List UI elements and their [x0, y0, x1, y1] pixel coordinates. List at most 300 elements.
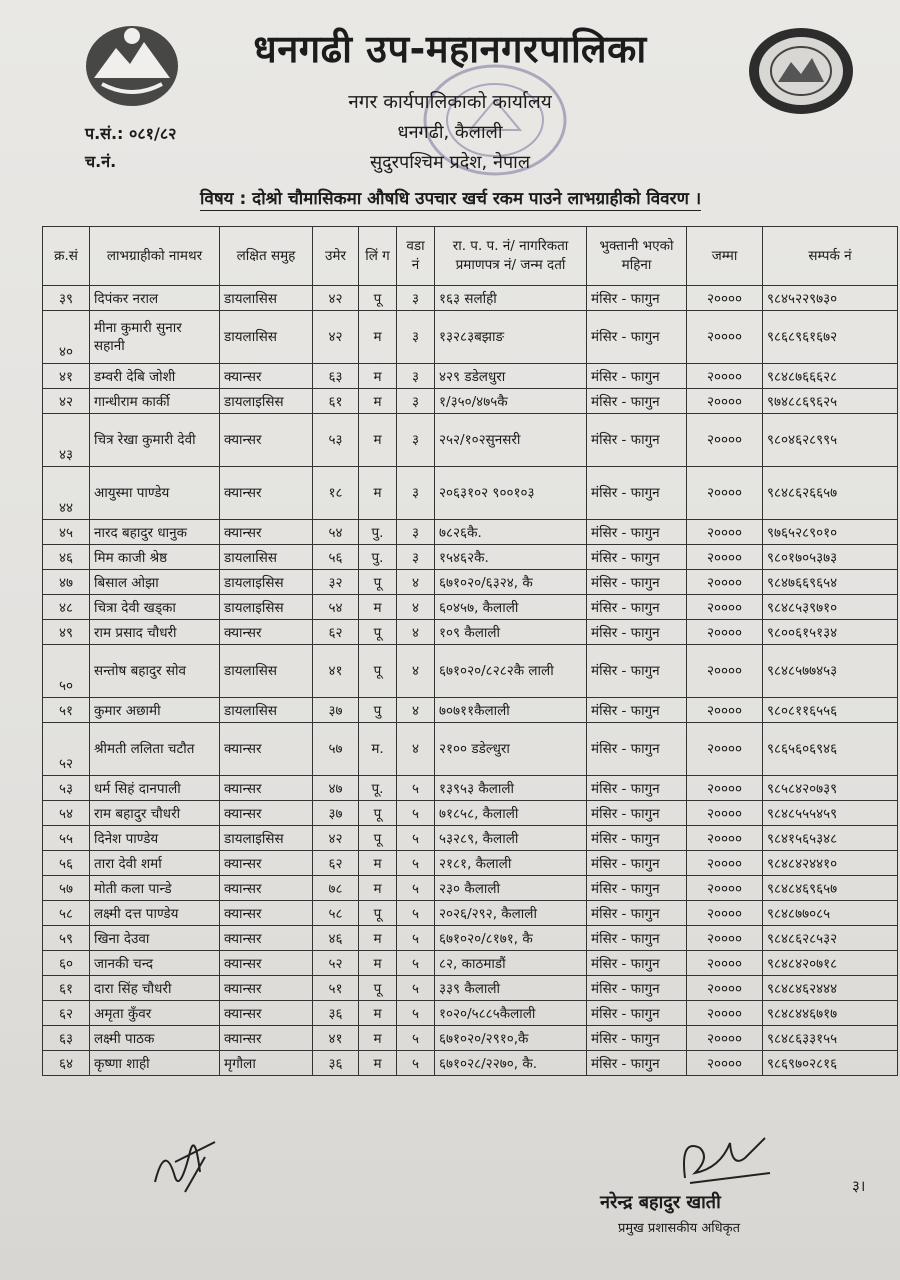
table-cell: पु.: [359, 545, 397, 570]
table-cell: मिम काजी श्रेष्ठ: [90, 545, 220, 570]
table-cell: खिना देउवा: [90, 926, 220, 951]
table-cell: मोती कला पान्डे: [90, 876, 220, 901]
table-cell: ६०४५७, कैलाली: [435, 595, 587, 620]
table-cell: ४०: [43, 311, 90, 364]
table-cell: ३: [397, 414, 435, 467]
table-cell: पू.: [359, 776, 397, 801]
table-cell: कृष्णा शाही: [90, 1051, 220, 1076]
table-cell: ९८४८४२०७१८: [763, 951, 898, 976]
table-row: [43, 311, 898, 364]
table-cell: डायलाइसिस: [220, 595, 313, 620]
table-cell: मंसिर - फागुन: [587, 520, 687, 545]
table-cell: ७८: [313, 876, 359, 901]
table-cell: क्यान्सर: [220, 723, 313, 776]
table-cell: मंसिर - फागुन: [587, 876, 687, 901]
table-cell: डायलासिस: [220, 311, 313, 364]
table-cell: ५: [397, 1051, 435, 1076]
table-cell: ५२: [313, 951, 359, 976]
table-cell: २३० कैलाली: [435, 876, 587, 901]
table-cell: ५: [397, 876, 435, 901]
table-cell: मंसिर - फागुन: [587, 1051, 687, 1076]
table-cell: ४३: [43, 414, 90, 467]
table-cell: ४६: [313, 926, 359, 951]
table-cell: पू: [359, 801, 397, 826]
table-cell: ५२: [43, 723, 90, 776]
table-cell: मंसिर - फागुन: [587, 926, 687, 951]
table-row: [43, 1026, 898, 1051]
table-cell: २००००: [687, 901, 763, 926]
table-cell: २००००: [687, 951, 763, 976]
table-cell: २००००: [687, 776, 763, 801]
table-cell: सन्तोष बहादुर सोव: [90, 645, 220, 698]
table-cell: क्यान्सर: [220, 1001, 313, 1026]
table-cell: म: [359, 951, 397, 976]
table-cell: म: [359, 876, 397, 901]
col-header: क्र.सं: [43, 227, 90, 286]
table-cell: ५: [397, 776, 435, 801]
table-cell: ४: [397, 595, 435, 620]
table-cell: राम प्रसाद चौधरी: [90, 620, 220, 645]
page-number: ३।: [852, 1177, 866, 1195]
table-cell: ९८००६१५१३४: [763, 620, 898, 645]
table-cell: २००००: [687, 926, 763, 951]
table-cell: २००००: [687, 1026, 763, 1051]
table-cell: २००००: [687, 364, 763, 389]
table-cell: चित्र रेखा कुमारी देवी: [90, 414, 220, 467]
table-cell: धर्म सिहं दानपाली: [90, 776, 220, 801]
table-cell: डायलाइसिस: [220, 826, 313, 851]
table-cell: ५३: [313, 414, 359, 467]
table-cell: २००००: [687, 1001, 763, 1026]
table-cell: ३: [397, 545, 435, 570]
table-cell: जानकी चन्द: [90, 951, 220, 976]
table-row: [43, 876, 898, 901]
table-cell: लक्ष्मी दत्त पाण्डेय: [90, 901, 220, 926]
table-cell: ५४: [313, 520, 359, 545]
col-header: वडा नं: [397, 227, 435, 286]
table-row: [43, 926, 898, 951]
table-cell: क्यान्सर: [220, 876, 313, 901]
table-cell: क्यान्सर: [220, 620, 313, 645]
table-cell: ७१८५८, कैलाली: [435, 801, 587, 826]
table-cell: ९८४८६२६६५७: [763, 467, 898, 520]
table-cell: ५७: [43, 876, 90, 901]
table-cell: ९८६८९६१६७२: [763, 311, 898, 364]
table-cell: ९८४८५५५४५९: [763, 801, 898, 826]
table-cell: ६१: [43, 976, 90, 1001]
table-cell: मृगौला: [220, 1051, 313, 1076]
table-cell: ६७१०२०/२९१०,कै: [435, 1026, 587, 1051]
table-cell: २१८१, कैलाली: [435, 851, 587, 876]
table-cell: ३: [397, 364, 435, 389]
table-cell: ९७४८८६९६२५: [763, 389, 898, 414]
table-cell: ५: [397, 976, 435, 1001]
table-cell: ४१: [313, 1026, 359, 1051]
table-cell: ४६: [43, 545, 90, 570]
table-cell: ५: [397, 901, 435, 926]
table-cell: ३७: [313, 801, 359, 826]
table-cell: ५५: [43, 826, 90, 851]
table-cell: पू: [359, 570, 397, 595]
table-row: [43, 976, 898, 1001]
table-cell: ९८४८७६६६२८: [763, 364, 898, 389]
table-cell: ९८४८४६९६५७: [763, 876, 898, 901]
table-cell: २००००: [687, 976, 763, 1001]
table-cell: म: [359, 414, 397, 467]
table-row: [43, 698, 898, 723]
table-row: [43, 951, 898, 976]
table-cell: ३६: [313, 1001, 359, 1026]
table-cell: ५: [397, 851, 435, 876]
table-cell: क्यान्सर: [220, 414, 313, 467]
table-cell: गान्धीराम कार्की: [90, 389, 220, 414]
col-header: लिं ग: [359, 227, 397, 286]
table-cell: मंसिर - फागुन: [587, 595, 687, 620]
table-cell: क्यान्सर: [220, 901, 313, 926]
table-cell: दारा सिंह चौधरी: [90, 976, 220, 1001]
table-cell: २००००: [687, 801, 763, 826]
table-row: [43, 570, 898, 595]
table-cell: ९८४८७७०८५: [763, 901, 898, 926]
table-row: [43, 545, 898, 570]
table-cell: ९८४८४६२४४४: [763, 976, 898, 1001]
table-cell: ४७: [43, 570, 90, 595]
table-cell: ५६: [43, 851, 90, 876]
table-cell: म.: [359, 723, 397, 776]
table-cell: ५३: [43, 776, 90, 801]
office-name: नगर कार्यपालिकाको कार्यालय: [348, 91, 552, 113]
table-cell: ९८४७६६९६५४: [763, 570, 898, 595]
table-cell: २१०० डडेल्धुरा: [435, 723, 587, 776]
table-row: [43, 1001, 898, 1026]
table-cell: पू: [359, 620, 397, 645]
table-cell: क्यान्सर: [220, 467, 313, 520]
table-cell: १०९ कैलाली: [435, 620, 587, 645]
officer-name: नरेन्द्र बहादुर खाती: [600, 1192, 721, 1213]
table-cell: म: [359, 595, 397, 620]
table-cell: पु.: [359, 520, 397, 545]
table-cell: ५४: [313, 595, 359, 620]
table-cell: ४२: [43, 389, 90, 414]
table-cell: दिनेश पाण्डेय: [90, 826, 220, 851]
table-cell: २००००: [687, 414, 763, 467]
table-cell: मंसिर - फागुन: [587, 851, 687, 876]
table-cell: आयुस्मा पाण्डेय: [90, 467, 220, 520]
table-cell: १/३५०/४७५कै: [435, 389, 587, 414]
table-cell: ९८४८६२८५३२: [763, 926, 898, 951]
table-cell: मंसिर - फागुन: [587, 286, 687, 311]
subject-line: विषय : दोश्रो चौमासिकमा औषधि उपचार खर्च रकम पाउने लाभग्राहीको विवरण ।: [200, 186, 701, 211]
table-cell: २००००: [687, 389, 763, 414]
table-cell: म: [359, 1051, 397, 1076]
table-row: [43, 826, 898, 851]
table-header-row: [43, 227, 898, 286]
table-cell: बिसाल ओझा: [90, 570, 220, 595]
page-title: धनगढी उप-महानगरपालिका: [253, 27, 647, 71]
table-cell: ५१: [43, 698, 90, 723]
col-header: रा. प. प. नं/ नागरिकता प्रमाणपत्र नं/ जन्म दर्ता: [435, 227, 587, 286]
table-cell: मंसिर - फागुन: [587, 826, 687, 851]
table-cell: १०२०/५८८५कैलाली: [435, 1001, 587, 1026]
table-cell: म: [359, 467, 397, 520]
table-cell: मंसिर - फागुन: [587, 1001, 687, 1026]
table-cell: ७८२६कै.: [435, 520, 587, 545]
table-row: [43, 620, 898, 645]
table-cell: ४९: [43, 620, 90, 645]
table-cell: ९८०१७०५३७३: [763, 545, 898, 570]
table-cell: पू: [359, 976, 397, 1001]
table-cell: ५६: [313, 545, 359, 570]
table-cell: ५: [397, 1026, 435, 1051]
table-cell: म: [359, 1026, 397, 1051]
table-cell: ६७१०२०/८१७१, कै: [435, 926, 587, 951]
table-cell: क्यान्सर: [220, 520, 313, 545]
table-cell: डम्वरी देबि जोशी: [90, 364, 220, 389]
table-cell: ५३२८९, कैलाली: [435, 826, 587, 851]
province-name: सुदुरपश्चिम प्रदेश, नेपाल: [369, 152, 531, 173]
table-cell: तारा देवी शर्मा: [90, 851, 220, 876]
table-cell: मंसिर - फागुन: [587, 951, 687, 976]
table-cell: ३२: [313, 570, 359, 595]
col-header: लाभग्राहीको नामथर: [90, 227, 220, 286]
table-cell: राम बहादुर चौधरी: [90, 801, 220, 826]
table-cell: क्यान्सर: [220, 851, 313, 876]
table-cell: अमृता कुँवर: [90, 1001, 220, 1026]
table-cell: ३: [397, 311, 435, 364]
table-cell: डायलासिस: [220, 286, 313, 311]
table-cell: ५४: [43, 801, 90, 826]
table-cell: श्रीमती ललिता चटौत: [90, 723, 220, 776]
table-cell: क्यान्सर: [220, 926, 313, 951]
table-cell: मंसिर - फागुन: [587, 389, 687, 414]
table-cell: १५४६२कै.: [435, 545, 587, 570]
table-cell: ४१: [43, 364, 90, 389]
officer-title: प्रमुख प्रशासकीय अधिकृत: [618, 1221, 741, 1236]
table-cell: ५०: [43, 645, 90, 698]
table-cell: पू: [359, 826, 397, 851]
table-cell: २००००: [687, 851, 763, 876]
table-cell: मंसिर - फागुन: [587, 364, 687, 389]
table-cell: म: [359, 364, 397, 389]
table-cell: पू: [359, 901, 397, 926]
table-cell: मंसिर - फागुन: [587, 645, 687, 698]
table-row: [43, 389, 898, 414]
col-header: जम्मा: [687, 227, 763, 286]
table-cell: ५: [397, 951, 435, 976]
table-cell: ३: [397, 389, 435, 414]
table-cell: ५७: [313, 723, 359, 776]
table-cell: ९८४५२२९७३०: [763, 286, 898, 311]
table-cell: ४२९ डडेलधुरा: [435, 364, 587, 389]
table-cell: १६३ सर्लाही: [435, 286, 587, 311]
table-cell: ६४: [43, 1051, 90, 1076]
table-cell: ९८५८४२०७३९: [763, 776, 898, 801]
table-cell: चित्रा देवी खड्का: [90, 595, 220, 620]
table-row: [43, 286, 898, 311]
table-row: [43, 1051, 898, 1076]
table-row: [43, 851, 898, 876]
table-cell: ५: [397, 801, 435, 826]
table-cell: ३: [397, 467, 435, 520]
table-cell: लक्ष्मी पाठक: [90, 1026, 220, 1051]
table-cell: ६७१०२०/८२८२कै लाली: [435, 645, 587, 698]
table-cell: १३२८३बझाङ: [435, 311, 587, 364]
table-cell: ९८४८४२४४१०: [763, 851, 898, 876]
table-cell: २००००: [687, 1051, 763, 1076]
table-cell: ९८४८६३३१५५: [763, 1026, 898, 1051]
table-row: [43, 467, 898, 520]
table-cell: ५८: [43, 901, 90, 926]
table-cell: ५१: [313, 976, 359, 1001]
table-cell: म: [359, 926, 397, 951]
table-cell: ९८६९७०२८१६: [763, 1051, 898, 1076]
table-cell: क्यान्सर: [220, 976, 313, 1001]
table-cell: मीना कुमारी सुनार सहानी: [90, 311, 220, 364]
table-cell: ६२: [313, 851, 359, 876]
table-cell: डायलाइसिस: [220, 570, 313, 595]
table-cell: २००००: [687, 545, 763, 570]
table-cell: ५८: [313, 901, 359, 926]
signature-right-icon: [670, 1128, 780, 1198]
table-cell: ४२: [313, 286, 359, 311]
table-cell: ९८६५६०६९४६: [763, 723, 898, 776]
table-cell: पू: [359, 645, 397, 698]
table-cell: ३: [397, 286, 435, 311]
col-header: सम्पर्क नं: [763, 227, 898, 286]
table-cell: २००००: [687, 645, 763, 698]
table-cell: म: [359, 311, 397, 364]
table-cell: ७०७११कैलाली: [435, 698, 587, 723]
table-cell: मंसिर - फागुन: [587, 698, 687, 723]
reference-number: प.सं.: ०८१/८२: [85, 124, 177, 143]
table-cell: ६७१०२८/२२७०, कै.: [435, 1051, 587, 1076]
table-cell: २००००: [687, 723, 763, 776]
table-cell: मंसिर - फागुन: [587, 311, 687, 364]
table-row: [43, 520, 898, 545]
table-cell: ४: [397, 620, 435, 645]
table-cell: क्यान्सर: [220, 801, 313, 826]
table-cell: ९७६५२८९०१०: [763, 520, 898, 545]
table-cell: ९८४८४४६७१७: [763, 1001, 898, 1026]
table-cell: ५: [397, 926, 435, 951]
table-cell: पू: [359, 286, 397, 311]
table-cell: म: [359, 851, 397, 876]
table-cell: मंसिर - फागुन: [587, 620, 687, 645]
table-cell: ६२: [313, 620, 359, 645]
table-row: [43, 901, 898, 926]
table-cell: मंसिर - फागुन: [587, 901, 687, 926]
table-cell: मंसिर - फागुन: [587, 1026, 687, 1051]
table-cell: मंसिर - फागुन: [587, 570, 687, 595]
table-cell: क्यान्सर: [220, 776, 313, 801]
table-cell: म: [359, 1001, 397, 1026]
table-cell: ६७१०२०/६३२४, कै: [435, 570, 587, 595]
table-cell: ४: [397, 570, 435, 595]
table-cell: ९८०४६२८९९५: [763, 414, 898, 467]
table-cell: ३७: [313, 698, 359, 723]
table-cell: २००००: [687, 311, 763, 364]
table-cell: १३९५३ कैलाली: [435, 776, 587, 801]
table-cell: डायलासिस: [220, 645, 313, 698]
table-cell: ९८४१५६५३४८: [763, 826, 898, 851]
table-cell: ५९: [43, 926, 90, 951]
table-row: [43, 414, 898, 467]
table-cell: ६१: [313, 389, 359, 414]
table-cell: २०२६/२९२, कैलाली: [435, 901, 587, 926]
table-cell: पु: [359, 698, 397, 723]
table-cell: क्यान्सर: [220, 1026, 313, 1051]
col-header: उमेर: [313, 227, 359, 286]
signature-left-icon: [145, 1122, 225, 1202]
table-cell: ४२: [313, 311, 359, 364]
table-cell: ४: [397, 645, 435, 698]
table-cell: म: [359, 389, 397, 414]
table-cell: ९८४८५३९७१०: [763, 595, 898, 620]
table-body: [43, 286, 898, 1076]
table-cell: मंसिर - फागुन: [587, 976, 687, 1001]
table-cell: २००००: [687, 467, 763, 520]
table-cell: ९८०८११६५५६: [763, 698, 898, 723]
table-cell: ४७: [313, 776, 359, 801]
table-cell: ४: [397, 698, 435, 723]
table-cell: ३: [397, 520, 435, 545]
table-cell: २००००: [687, 698, 763, 723]
table-row: [43, 645, 898, 698]
table-cell: २००००: [687, 570, 763, 595]
table-cell: १८: [313, 467, 359, 520]
table-cell: ४८: [43, 595, 90, 620]
table-row: [43, 776, 898, 801]
table-cell: ६३: [313, 364, 359, 389]
table-cell: ३९: [43, 286, 90, 311]
table-cell: मंसिर - फागुन: [587, 545, 687, 570]
table-cell: डायलासिस: [220, 698, 313, 723]
table-cell: ३६: [313, 1051, 359, 1076]
table-cell: २००००: [687, 595, 763, 620]
table-cell: ५: [397, 826, 435, 851]
table-row: [43, 801, 898, 826]
table-cell: २५२/१०२सुनसरी: [435, 414, 587, 467]
dispatch-number: च.नं.: [85, 152, 117, 171]
table-row: [43, 723, 898, 776]
table-cell: क्यान्सर: [220, 951, 313, 976]
table-cell: ४१: [313, 645, 359, 698]
table-cell: ४२: [313, 826, 359, 851]
table-cell: ५: [397, 1001, 435, 1026]
table-cell: मंसिर - फागुन: [587, 467, 687, 520]
table-cell: मंसिर - फागुन: [587, 414, 687, 467]
table-cell: मंसिर - फागुन: [587, 723, 687, 776]
table-cell: दिपंकर नराल: [90, 286, 220, 311]
table-cell: २००००: [687, 620, 763, 645]
table-cell: डायलाइसिस: [220, 389, 313, 414]
col-header: भुक्तानी भएको महिना: [587, 227, 687, 286]
table-cell: ४५: [43, 520, 90, 545]
table-cell: २००००: [687, 286, 763, 311]
table-cell: ६०: [43, 951, 90, 976]
col-header: लक्षित समुह: [220, 227, 313, 286]
table-cell: ९८४८५७७४५३: [763, 645, 898, 698]
table-cell: डायलासिस: [220, 545, 313, 570]
table-cell: क्यान्सर: [220, 364, 313, 389]
table-cell: ४४: [43, 467, 90, 520]
table-cell: नारद बहादुर धानुक: [90, 520, 220, 545]
table-row: [43, 364, 898, 389]
table-cell: २००००: [687, 826, 763, 851]
table-cell: ८२, काठमाडौं: [435, 951, 587, 976]
table-cell: मंसिर - फागुन: [587, 776, 687, 801]
table-cell: ४: [397, 723, 435, 776]
